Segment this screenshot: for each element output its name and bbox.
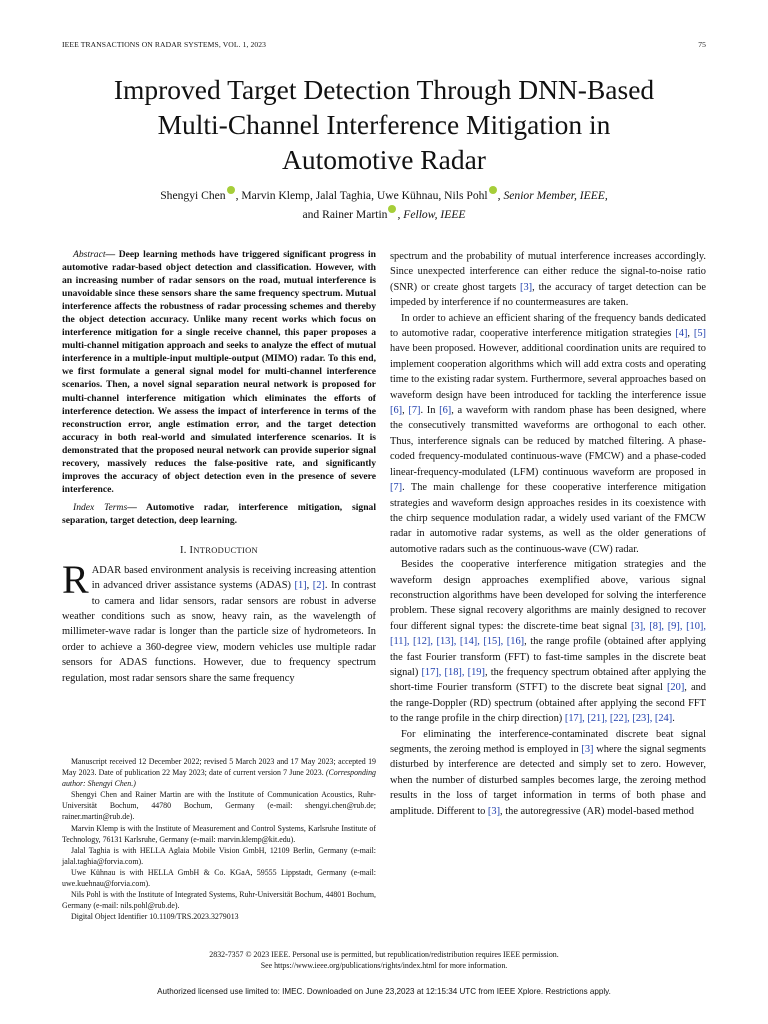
author-line-1 bbox=[50, 186, 718, 205]
title-line-2: Multi-Channel Interference Mitigation in bbox=[157, 109, 611, 140]
title-line-1: Improved Target Detection Through DNN-Based bbox=[113, 74, 655, 105]
citation-link[interactable]: [3] bbox=[581, 744, 594, 755]
index-terms-text: — Automotive radar, interference mitigation, signal separation, target detection, deep learning. bbox=[62, 501, 376, 526]
abstract bbox=[62, 248, 376, 496]
intro-paragraph: RADAR based environment analysis is receiving increasing attention in advanced driver assistance systems (ADAS) [1], [2]. In contrast to camera and lidar sensors, radar sensors are robust in adverse weather conditions such as snow, heavy rain, as the wavelength of millimeter-wave radar is longer than the particle size of hydrometeors. In order to achieve a 360-degree view, modern vehicles use multiple radar sensors for ADAS functions. However, due to frequency spectrum regulation, most radar sensors share the same frequency bbox=[62, 556, 377, 684]
orcid-icon[interactable] bbox=[388, 205, 396, 213]
abstract-text: — Deep learning methods have triggered significant progress in automotive radar-based object detection and classification. However, with an increasing number of radar sensors on the road, mutual interference is unavoidable since these sensors share the same frequency spectrum. Mutual interference affects the robustness of radar processing schemes and thereby the object detection accuracy. Unlike many recent works which focus on interference mitigation for a single receive channel, this paper proposes a multi-channel mitigation approach and seeks to analyze the effect of mutual interference in a multiple-input multiple-output (MIMO) radar. To this end, we first formulate a general signal model for multi-channel interference scenarios. Then, a novel signal separation neural network is proposed for multi-channel interference mitigation which eliminates the efforts of interference detection. We assess the impact of interference in terms of the reconstruction error, angle estimation error, and the target detection accuracy in both real-world and simulated interference scenarios. It is demonstrated that the proposed neural network can provide superior signal recovery, massively reduces the false-positive rate, and significantly improves the accuracy of object detection even in the presence of severe interference. bbox=[62, 249, 376, 495]
citation-link[interactable]: [20] bbox=[666, 682, 685, 694]
footnote-affiliation: Uwe Kühnau is with HELLA GmbH & Co. KGaA, 59555 Lippstadt, Germany (e-mail: uwe.kuehnau@forvia.com). bbox=[62, 867, 376, 889]
footnote-affiliation: Nils Pohl is with the Institute of Integrated Systems, Ruhr-Universität Bochum, 44801 Bochum, Germany (e-mail: nils.pohl@rub.de). bbox=[62, 890, 376, 911]
paper-title bbox=[40, 72, 728, 177]
orcid-icon[interactable] bbox=[489, 186, 497, 194]
footnote-affiliation: Shengyi Chen and Rainer Martin are with the Institute of Communication Acoustics, Ruhr-Universität Bochum, 44780 Bochum, Germany (e-mail: shengyi.chen@rub.de; rainer.martin@rub.de). bbox=[62, 790, 376, 822]
index-terms-label: Index Terms bbox=[73, 501, 128, 513]
copyright-line-2: See https://www.ieee.org/publications/rights/index.html for more information. bbox=[260, 961, 508, 971]
orcid-icon[interactable] bbox=[227, 186, 235, 194]
body-paragraph: Besides the cooperative interference mitigation strategies and the waveform design approaches exemplified above, various signal reconstruction algorithms have been developed for solving the interference problem. These signal recovery algorithms are mainly designed to recover four different signal types: the discrete-time beat signal [3], [8], [9], [10], [11], [12], [13], [14], [15], [16], the range profile (obtained after applying the fast Fourier transform (FFT) to fast-time samples in the discrete beat signal) [17], [18], [19], the frequency spectrum obtained after applying the short-time Fourier transform (STFT) to the discrete beat signal [20], and the range-Doppler (RD) spectrum (obtained after applying the second FFT to the range profile in the chirp direction) [17], [21], [22], [23], [24]. bbox=[390, 559, 707, 725]
right-column bbox=[390, 249, 706, 819]
footnote-doi: Digital Object Identifier 10.1109/TRS.2023.3279013 bbox=[71, 912, 239, 922]
citation-link[interactable]: [7] bbox=[390, 482, 403, 494]
author-name: Shengyi Chen bbox=[160, 189, 226, 202]
author-list bbox=[50, 186, 718, 224]
running-header bbox=[62, 40, 706, 52]
citation-link[interactable]: [6] bbox=[390, 405, 403, 417]
citation-links[interactable]: [3], [8], [9], [10], [11], [12], [13], [14], [15], [16] bbox=[390, 620, 706, 648]
body-paragraph: For eliminating the interference-contaminated discrete beat signal segments, the zeroing method is employed in [3] where the signal segments disturbed by interference are detected and simply set to zero. However, when the number of disturbed samples becomes large, the zeroing method results in the loss of target information in terms of both phase and amplitude. Different to [3], the autoregressive (AR) model-based method bbox=[390, 728, 706, 817]
citation-link[interactable]: [7] bbox=[408, 405, 421, 417]
copyright-line-1: 2832-7357 © 2023 IEEE. Personal use is permitted, but republication/redistribution requires IEEE permission. bbox=[209, 950, 559, 959]
author-line-2 bbox=[50, 205, 718, 224]
citation-link[interactable]: [1] bbox=[294, 580, 307, 592]
body-paragraph: spectrum and the probability of mutual interference increases accordingly. Since unexpected interference can either reduce the signal-to-noise ratio (SNR) or create ghost targets [3], the accuracy of target detection can be impeded by interference if no countermeasures are taken. bbox=[390, 251, 706, 309]
footnotes bbox=[62, 756, 376, 922]
copyright-notice bbox=[62, 949, 706, 971]
citation-link[interactable]: [3] bbox=[520, 281, 533, 293]
author-names: , Marvin Klemp, Jalal Taghia, Uwe Kühnau, Nils Pohl bbox=[235, 189, 488, 202]
section-heading: I. INTRODUCTION bbox=[179, 544, 258, 556]
author-role: , Fellow, IEEE bbox=[397, 208, 466, 221]
citation-link[interactable]: [3] bbox=[487, 805, 501, 817]
citation-link[interactable]: [6] bbox=[439, 405, 452, 417]
index-terms bbox=[62, 501, 376, 527]
license-notice: Authorized licensed use limited to: IMEC. Downloaded on June 23,2023 at 12:15:34 UTC from IEEE Xplore. Restrictions apply. bbox=[157, 987, 611, 996]
body-paragraph: In order to achieve an efficient sharing of the frequency bands dedicated to automotive radar, cooperative interference mitigation strategies [4], [5] have been proposed. However, additional coordination units are required to implement cooperation algorithms which will add extra costs and operating time to the existing radar system. Furthermore, several approaches based on waveform design have been introduced for tackling the interference issue [6], [7]. In [6], a waveform with random phase has been designed, where the consecutively transmitted waveforms are orthogonal to each other. Thus, interference signals can be reduced by matched filtering. A phase-coded frequency-modulated continuous-wave (FMCW) and a phase-coded linear-frequency-modulated (LFM) continuous waveform are proposed in [7]. The main challenge for these cooperative interference mitigation strategies and waveform design approaches resides in its coexistence with the chirp sequence modulation radar, a widely used variant of the FMCW radar in automotive radar systems, as well as the older generations of automotive radars such as the continuous-wave (CW) radar. bbox=[390, 312, 706, 555]
page-number: 75 bbox=[698, 40, 706, 49]
footnote-manuscript: Manuscript received 12 December 2022; revised 5 March 2023 and 17 May 2023; accepted 19 May 2023. Date of publication 22 May 2023; date of current version 7 June 2023. (Corresponding author: Shengyi Chen.) bbox=[62, 757, 376, 789]
author-role: , Senior Member, IEEE, bbox=[497, 189, 608, 202]
citation-link[interactable]: [2] bbox=[312, 580, 325, 592]
drop-cap: R bbox=[62, 556, 89, 602]
citation-links[interactable]: [17], [21], [22], [23], [24] bbox=[564, 713, 673, 725]
title-line-3: Automotive Radar bbox=[282, 144, 486, 175]
left-column bbox=[62, 248, 376, 686]
citation-link[interactable]: [4] bbox=[675, 328, 688, 340]
citation-links[interactable]: [17], [18], [19] bbox=[421, 666, 485, 678]
footnote-affiliation: Jalal Taghia is with HELLA Aglaia Mobile Vision GmbH, 12109 Berlin, Germany (e-mail: jalal.taghia@forvia.com). bbox=[62, 845, 376, 866]
author-name: and Rainer Martin bbox=[302, 208, 388, 221]
footnote-affiliation: Marvin Klemp is with the Institute of Measurement and Control Systems, Karlsruhe Institute of Technology, 76131 Karlsruhe, Germany (e-mail: marvin.klemp@kit.edu). bbox=[62, 823, 376, 844]
abstract-label: Abstract bbox=[73, 249, 106, 260]
journal-name: IEEE TRANSACTIONS ON RADAR SYSTEMS, VOL. 1, 2023 bbox=[62, 40, 267, 49]
citation-link[interactable]: [5] bbox=[693, 328, 706, 340]
